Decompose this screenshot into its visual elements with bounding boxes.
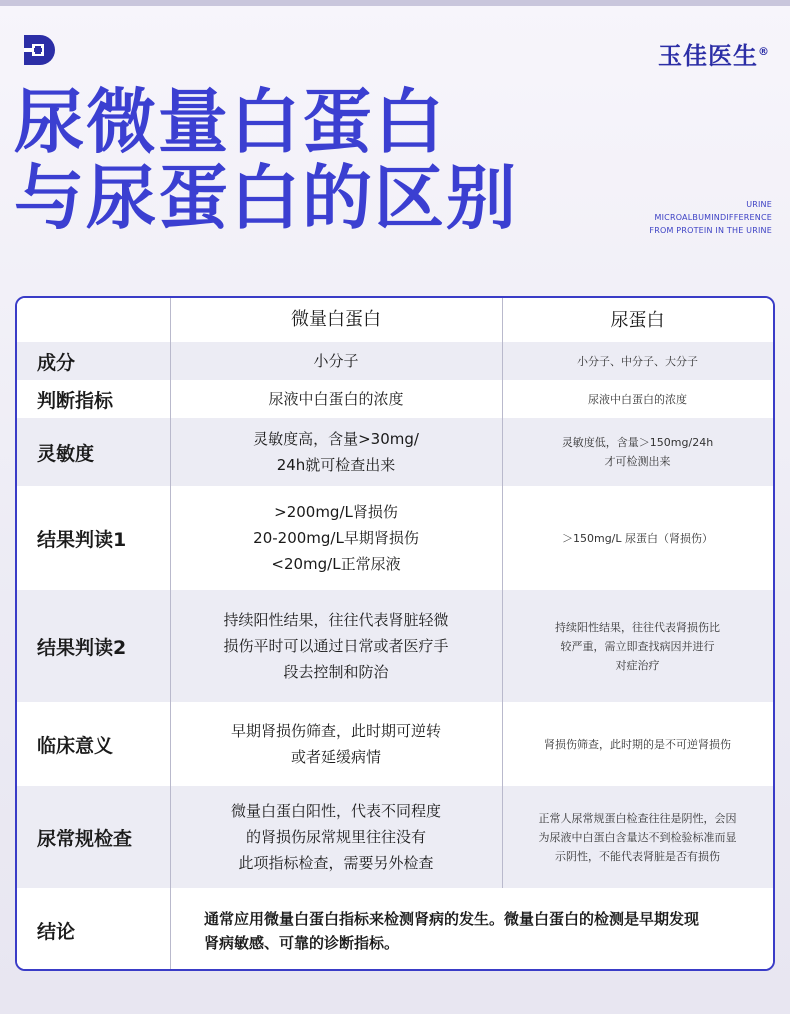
conclusion-text: 通常应用微量白蛋白指标来检测肾病的发生。微量白蛋白的检测是早期发现 肾病敏感、可靠的诊断指标。	[204, 909, 700, 952]
conclusion-label: 结论	[37, 921, 76, 943]
protein-cell: 尿液中白蛋白的浓度	[588, 392, 687, 406]
conclusion-row	[17, 888, 773, 971]
micro-cell: 持续阳性结果，往往代表肾脏轻微 损伤平时可以通过日常或者医疗手 段去控制和防治	[223, 611, 449, 681]
column-divider	[170, 298, 171, 971]
micro-cell: >200mg/L肾损伤 20-200mg/L早期肾损伤 <20mg/L正常尿液	[253, 503, 419, 573]
protein-cell: 灵敏度低，含量＞150mg/24h 才可检测出来	[561, 436, 714, 468]
subtitle-line-3: FROM PROTEIN IN THE URINE	[649, 226, 772, 235]
row-label: 灵敏度	[37, 442, 95, 465]
table-row	[17, 786, 773, 888]
subtitle-line-2: MICROALBUMINDIFFERENCE	[654, 213, 772, 222]
protein-cell: 小分子、中分子、大分子	[577, 354, 698, 368]
brand-name: 玉佳医生®	[658, 42, 770, 70]
micro-cell: 早期肾损伤筛查，此时期可逆转 或者延缓病情	[230, 722, 441, 766]
title-line-2: 与尿蛋白的区别	[14, 157, 518, 239]
subtitle-line-1: URINE	[746, 200, 772, 209]
protein-cell: 肾损伤筛查，此时期的是不可逆肾损伤	[544, 737, 731, 751]
header-blank	[17, 298, 170, 342]
comparison-table	[15, 296, 775, 971]
row-label: 临床意义	[37, 734, 114, 757]
header-urine-protein: 尿蛋白	[610, 309, 665, 331]
table-row	[17, 342, 773, 380]
header-micro-albumin: 微量白蛋白	[291, 309, 381, 330]
micro-cell: 小分子	[313, 352, 359, 370]
micro-cell: 微量白蛋白阳性，代表不同程度 的肾损伤尿常规里往往没有 此项指标检查，需要另外检查	[230, 802, 441, 872]
table-row	[17, 702, 773, 786]
row-label: 成分	[37, 351, 76, 374]
row-label: 结果判读2	[37, 636, 127, 659]
table-header-row	[17, 298, 773, 342]
table-row	[17, 380, 773, 418]
table-row	[17, 418, 773, 486]
d-cross-logo-icon	[22, 33, 56, 67]
page-title	[14, 81, 518, 239]
micro-cell: 灵敏度高，含量>30mg/ 24h就可检查出来	[253, 430, 419, 474]
micro-cell: 尿液中白蛋白的浓度	[268, 390, 404, 408]
table-row	[17, 486, 773, 590]
top-strip	[0, 0, 790, 6]
column-divider	[502, 298, 503, 888]
protein-cell: ＞150mg/L 尿蛋白（肾损伤）	[561, 531, 714, 545]
english-subtitle	[649, 198, 772, 237]
title-line-1: 尿微量白蛋白	[14, 81, 446, 163]
protein-cell: 持续阳性结果，往往代表肾损伤比 较严重，需立即查找病因并进行 对症治疗	[555, 620, 720, 672]
row-label: 结果判读1	[37, 528, 127, 551]
table-row	[17, 590, 773, 702]
row-label: 判断指标	[37, 389, 114, 412]
row-label: 尿常规检查	[37, 827, 133, 850]
protein-cell: 正常人尿常规蛋白检查往往是阴性，会因 为尿液中白蛋白含量达不到检验标准而显 示阴性，不能代表肾脏是否有损伤	[538, 811, 737, 863]
